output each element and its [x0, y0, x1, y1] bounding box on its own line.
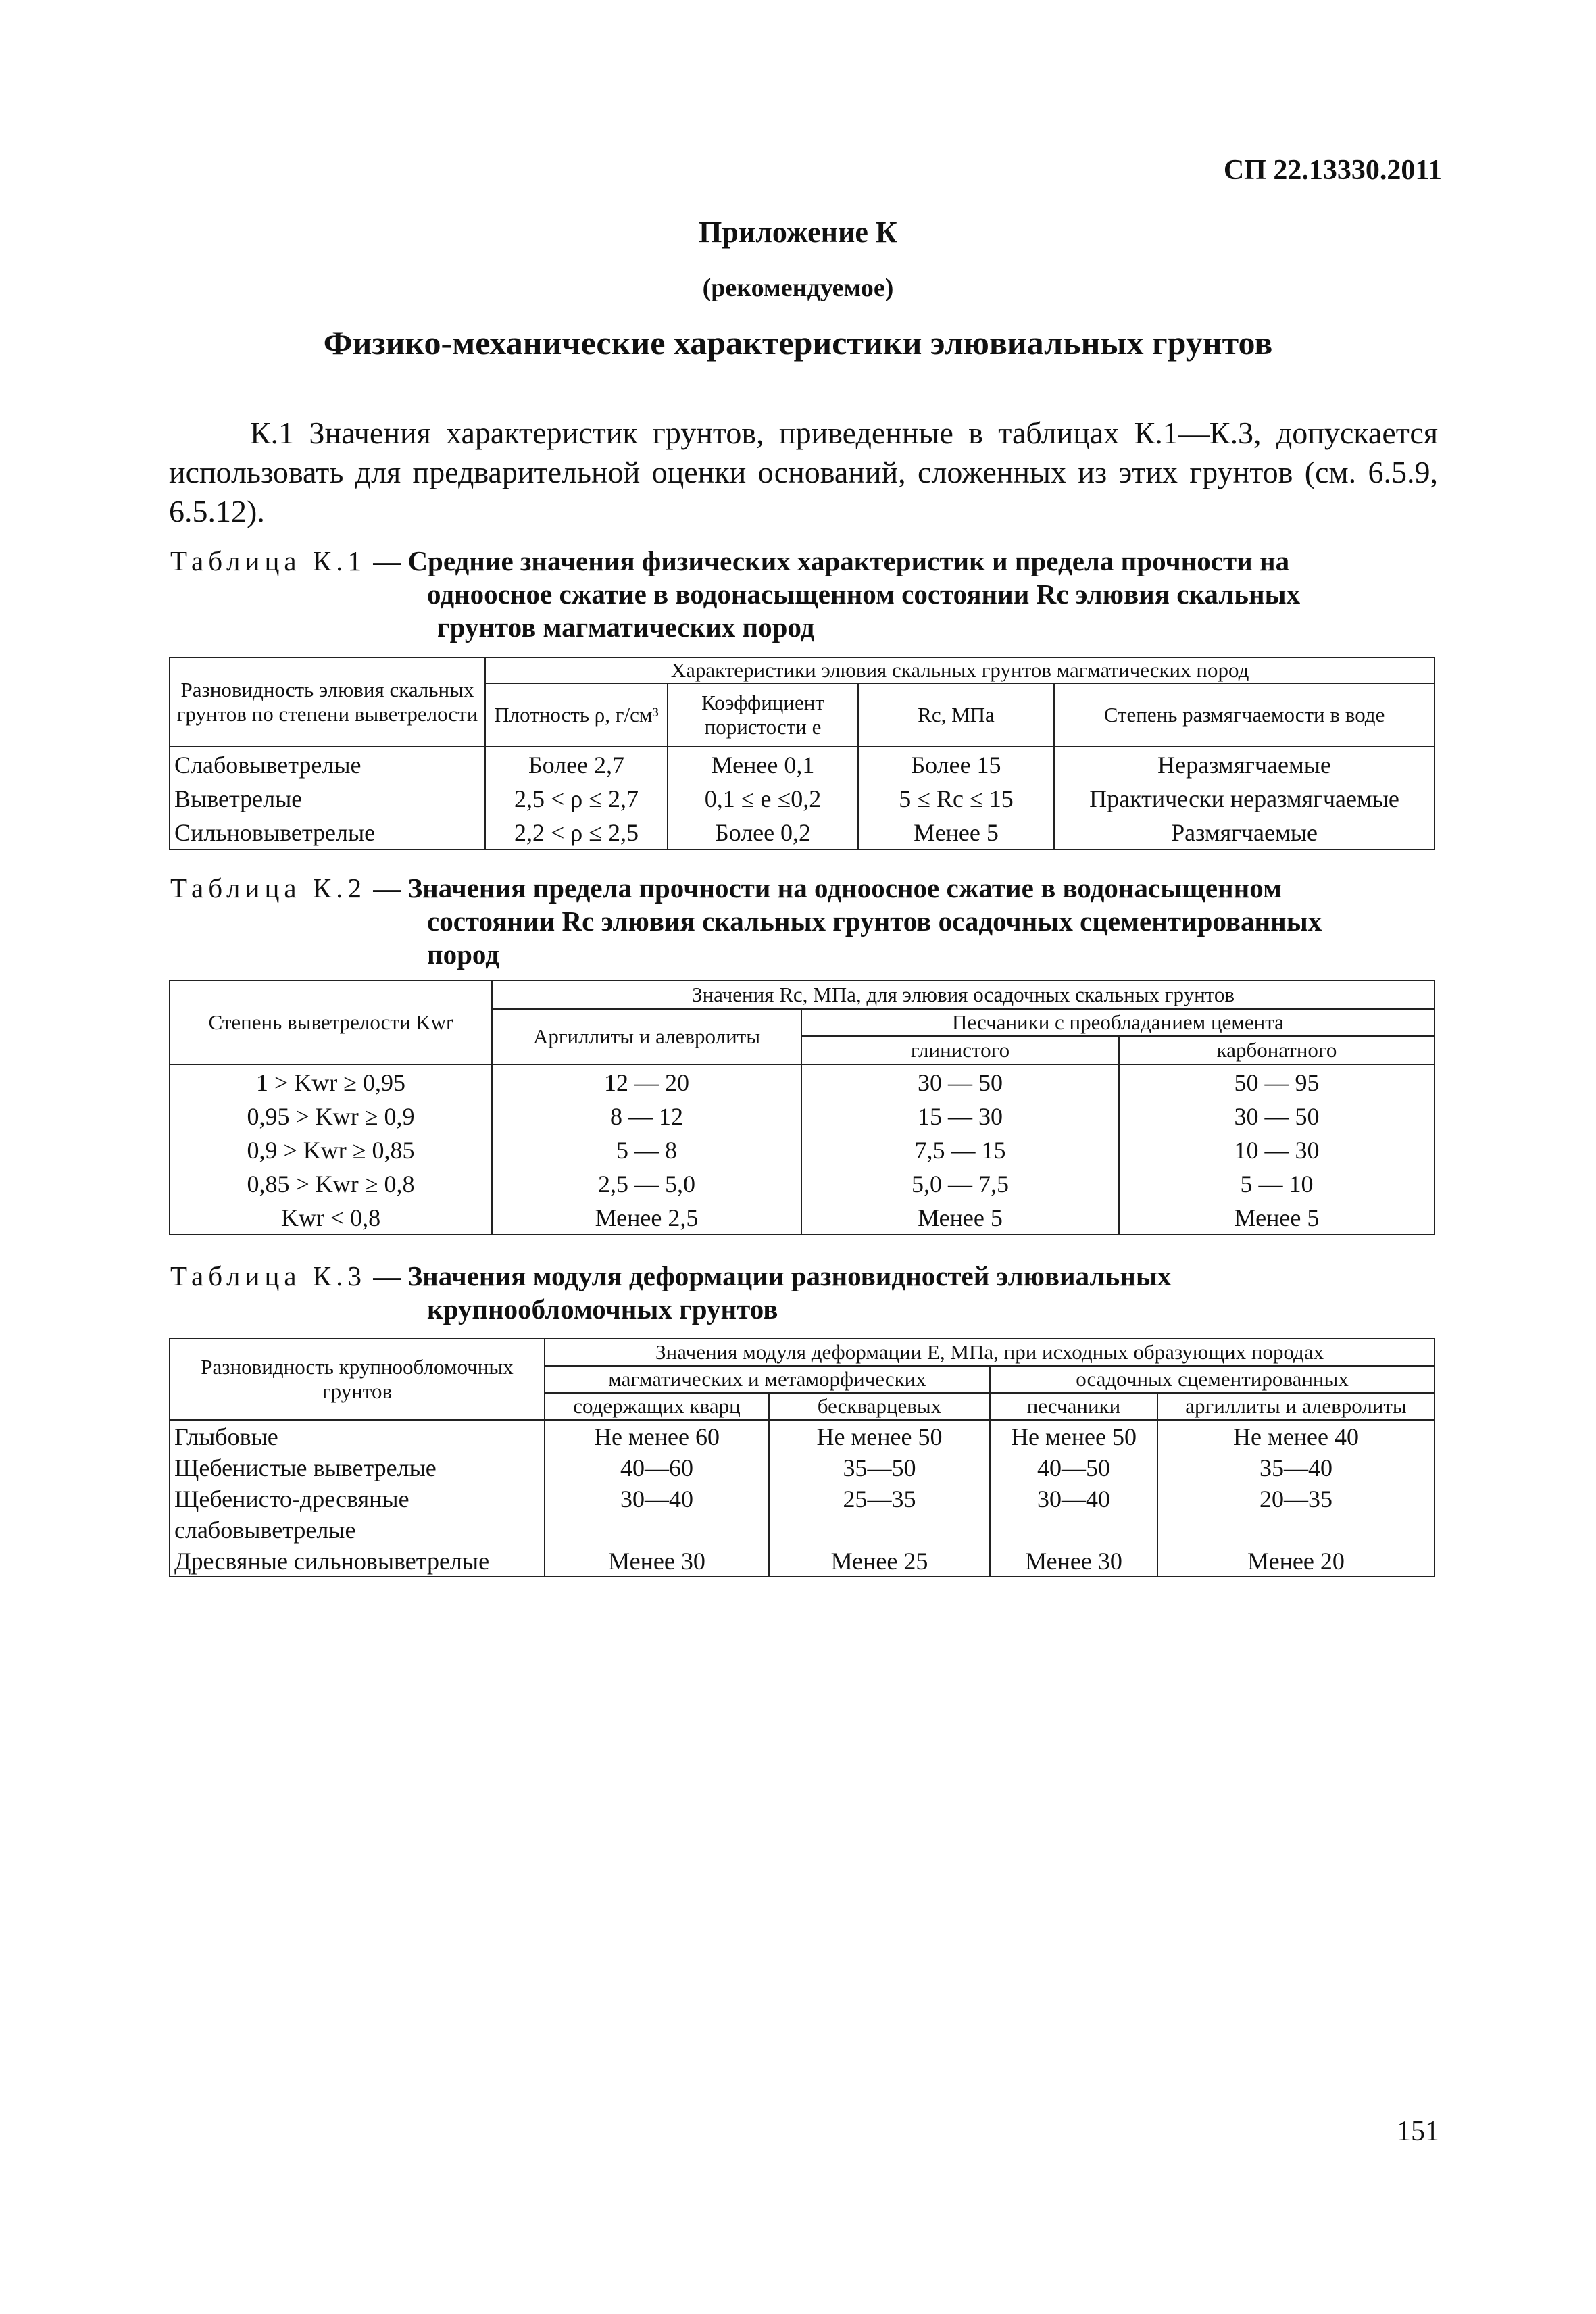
table-row	[170, 1452, 1435, 1483]
table2-cell-argillite: 5 — 8	[492, 1133, 801, 1167]
table3-label: Таблица К.3	[170, 1260, 366, 1291]
table2-caption	[170, 872, 1434, 971]
table3-cell-quartz: Не менее 60	[545, 1420, 769, 1452]
table3-header-magmatic: магматических и метаморфических	[545, 1366, 990, 1393]
table1-cell-softening: Неразмягчаемые	[1054, 747, 1435, 782]
table1-cell-name: Выветрелые	[170, 782, 485, 816]
table-k2	[169, 980, 1435, 1235]
table2-cell-degree: 0,85 > Kwr ≥ 0,8	[170, 1167, 492, 1201]
table2-cell-carbonate: 10 — 30	[1119, 1133, 1435, 1167]
table2-header-degree: Степень выветрелости Kwr	[170, 981, 492, 1064]
table-row	[170, 1064, 1435, 1100]
table2-header-argillite: Аргиллиты и алевролиты	[492, 1009, 801, 1064]
table-row	[170, 1546, 1435, 1577]
table-row	[170, 1201, 1435, 1235]
table3-caption	[170, 1260, 1434, 1326]
table3-cell-name: Глыбовые	[170, 1420, 545, 1452]
table1-header-group: Характеристики элювия скальных грунтов магматических пород	[485, 658, 1435, 683]
table-row	[170, 747, 1435, 782]
appendix-title: Приложение К	[699, 216, 897, 249]
table1-header-rc: Rc, МПа	[858, 683, 1054, 747]
table1-title-line3: грунтов магматических пород	[437, 612, 815, 643]
table2-cell-degree: 0,9 > Kwr ≥ 0,85	[170, 1133, 492, 1167]
table1-title-line1: — Средние значения физических характеристик и предела прочности на	[373, 545, 1290, 576]
table1-header-variety: Разновидность элювия скальных грунтов по степени выветрелости	[170, 658, 485, 747]
table2-title-line1: — Значения предела прочности на одноосное сжатие в водонасыщенном	[373, 872, 1282, 904]
table1-cell-porosity: 0,1 ≤ e ≤0,2	[668, 782, 858, 816]
table2-cell-degree: Kwr < 0,8	[170, 1201, 492, 1235]
table2-cell-clay: 15 — 30	[801, 1100, 1119, 1133]
table1-cell-porosity: Более 0,2	[668, 816, 858, 850]
table3-header-quartz: содержащих кварц	[545, 1393, 769, 1420]
page-number: 151	[1397, 2116, 1439, 2147]
table1-cell-rc: Более 15	[858, 747, 1054, 782]
table2-cell-clay: 5,0 — 7,5	[801, 1167, 1119, 1201]
table1-label: Таблица К.1	[170, 545, 366, 576]
table1-header-density: Плотность ρ, г/см³	[485, 683, 668, 747]
table1-cell-rc: Менее 5	[858, 816, 1054, 850]
table-row	[170, 782, 1435, 816]
table3-cell-quartzless: Менее 25	[769, 1546, 990, 1577]
table-row	[170, 1420, 1435, 1452]
table2-cell-degree: 0,95 > Kwr ≥ 0,9	[170, 1100, 492, 1133]
table3-cell-name: Щебенисто-дресвяные слабовыветрелые	[170, 1483, 545, 1546]
table-row	[170, 816, 1435, 850]
table3-title-line1: — Значения модуля деформации разновидностей элювиальных	[373, 1260, 1172, 1291]
paragraph-k1: К.1 Значения характеристик грунтов, приведенные в таблицах К.1—К.3, допускается использовать для предварительной оценки оснований, сложенных из этих грунтов (см. 6.5.9, 6.5.12).	[169, 416, 1438, 528]
table3-cell-quartz: 30—40	[545, 1483, 769, 1546]
main-title: Физико-механические характеристики элювиальных грунтов	[323, 324, 1273, 362]
table1-cell-softening: Практически неразмягчаемые	[1054, 782, 1435, 816]
table3-header-sandstone: песчаники	[990, 1393, 1157, 1420]
table1-cell-density: 2,2 < ρ ≤ 2,5	[485, 816, 668, 850]
table3-cell-quartz: Менее 30	[545, 1546, 769, 1577]
table3-cell-argillite: Не менее 40	[1157, 1420, 1435, 1452]
table2-cell-argillite: 2,5 — 5,0	[492, 1167, 801, 1201]
table2-cell-clay: 30 — 50	[801, 1064, 1119, 1100]
table3-cell-name: Щебенистые выветрелые	[170, 1452, 545, 1483]
table2-cell-carbonate: 50 — 95	[1119, 1064, 1435, 1100]
table3-cell-argillite: Менее 20	[1157, 1546, 1435, 1577]
table3-cell-quartz: 40—60	[545, 1452, 769, 1483]
table3-header-group: Значения модуля деформации E, МПа, при исходных образующих породах	[545, 1339, 1435, 1366]
table2-header-clay: глинистого	[801, 1036, 1119, 1064]
table2-label: Таблица К.2	[170, 872, 366, 904]
table2-cell-carbonate: Менее 5	[1119, 1201, 1435, 1235]
table2-cell-argillite: 12 — 20	[492, 1064, 801, 1100]
table2-cell-carbonate: 5 — 10	[1119, 1167, 1435, 1201]
table-row	[170, 1133, 1435, 1167]
table1-cell-density: Более 2,7	[485, 747, 668, 782]
table3-cell-name: Дресвяные сильновыветрелые	[170, 1546, 545, 1577]
table2-header-group: Значения Rc, МПа, для элювия осадочных скальных грунтов	[492, 981, 1435, 1009]
table3-cell-argillite: 20—35	[1157, 1483, 1435, 1546]
table2-cell-carbonate: 30 — 50	[1119, 1100, 1435, 1133]
table-k1	[169, 657, 1435, 850]
table-row	[170, 1167, 1435, 1201]
table3-cell-sandstone: 30—40	[990, 1483, 1157, 1546]
table3-cell-sandstone: 40—50	[990, 1452, 1157, 1483]
table2-title-line3: пород	[427, 939, 499, 970]
table3-cell-sandstone: Не менее 50	[990, 1420, 1157, 1452]
appendix-subtitle: (рекомендуемое)	[702, 274, 894, 302]
table3-header-argillite: аргиллиты и алевролиты	[1157, 1393, 1435, 1420]
table3-header-sedimentary: осадочных сцементированных	[990, 1366, 1435, 1393]
table2-header-carbonate: карбонатного	[1119, 1036, 1435, 1064]
table-k3	[169, 1338, 1435, 1577]
table3-header-variety: Разновидность крупнообломочных грунтов	[170, 1339, 545, 1420]
table1-header-softening: Степень размягчаемости в воде	[1054, 683, 1435, 747]
table2-header-sandstone: Песчаники с преобладанием цемента	[801, 1009, 1435, 1036]
table2-cell-argillite: Менее 2,5	[492, 1201, 801, 1235]
table3-title-line2: крупнообломочных грунтов	[427, 1294, 778, 1325]
table2-cell-degree: 1 > Kwr ≥ 0,95	[170, 1064, 492, 1100]
table-row	[170, 1100, 1435, 1133]
table3-cell-quartzless: Не менее 50	[769, 1420, 990, 1452]
table3-cell-argillite: 35—40	[1157, 1452, 1435, 1483]
table1-cell-density: 2,5 < ρ ≤ 2,7	[485, 782, 668, 816]
table2-cell-clay: Менее 5	[801, 1201, 1119, 1235]
table1-caption	[170, 545, 1434, 644]
table3-header-quartzless: бескварцевых	[769, 1393, 990, 1420]
table3-cell-quartzless: 25—35	[769, 1483, 990, 1546]
table3-cell-sandstone: Менее 30	[990, 1546, 1157, 1577]
table1-title-line2: одноосное сжатие в водонасыщенном состоянии Rc элювия скальных	[427, 578, 1301, 610]
table1-cell-name: Слабовыветрелые	[170, 747, 485, 782]
table1-cell-softening: Размягчаемые	[1054, 816, 1435, 850]
table2-title-line2: состоянии Rc элювия скальных грунтов осадочных сцементированных	[427, 906, 1322, 937]
table-row	[170, 1483, 1435, 1546]
table2-cell-argillite: 8 — 12	[492, 1100, 801, 1133]
table3-cell-quartzless: 35—50	[769, 1452, 990, 1483]
table1-header-porosity: Коэффициент пористости e	[668, 683, 858, 747]
table1-cell-porosity: Менее 0,1	[668, 747, 858, 782]
table1-cell-name: Сильновыветрелые	[170, 816, 485, 850]
table2-cell-clay: 7,5 — 15	[801, 1133, 1119, 1167]
table1-cell-rc: 5 ≤ Rc ≤ 15	[858, 782, 1054, 816]
document-code: СП 22.13330.2011	[1223, 155, 1442, 186]
